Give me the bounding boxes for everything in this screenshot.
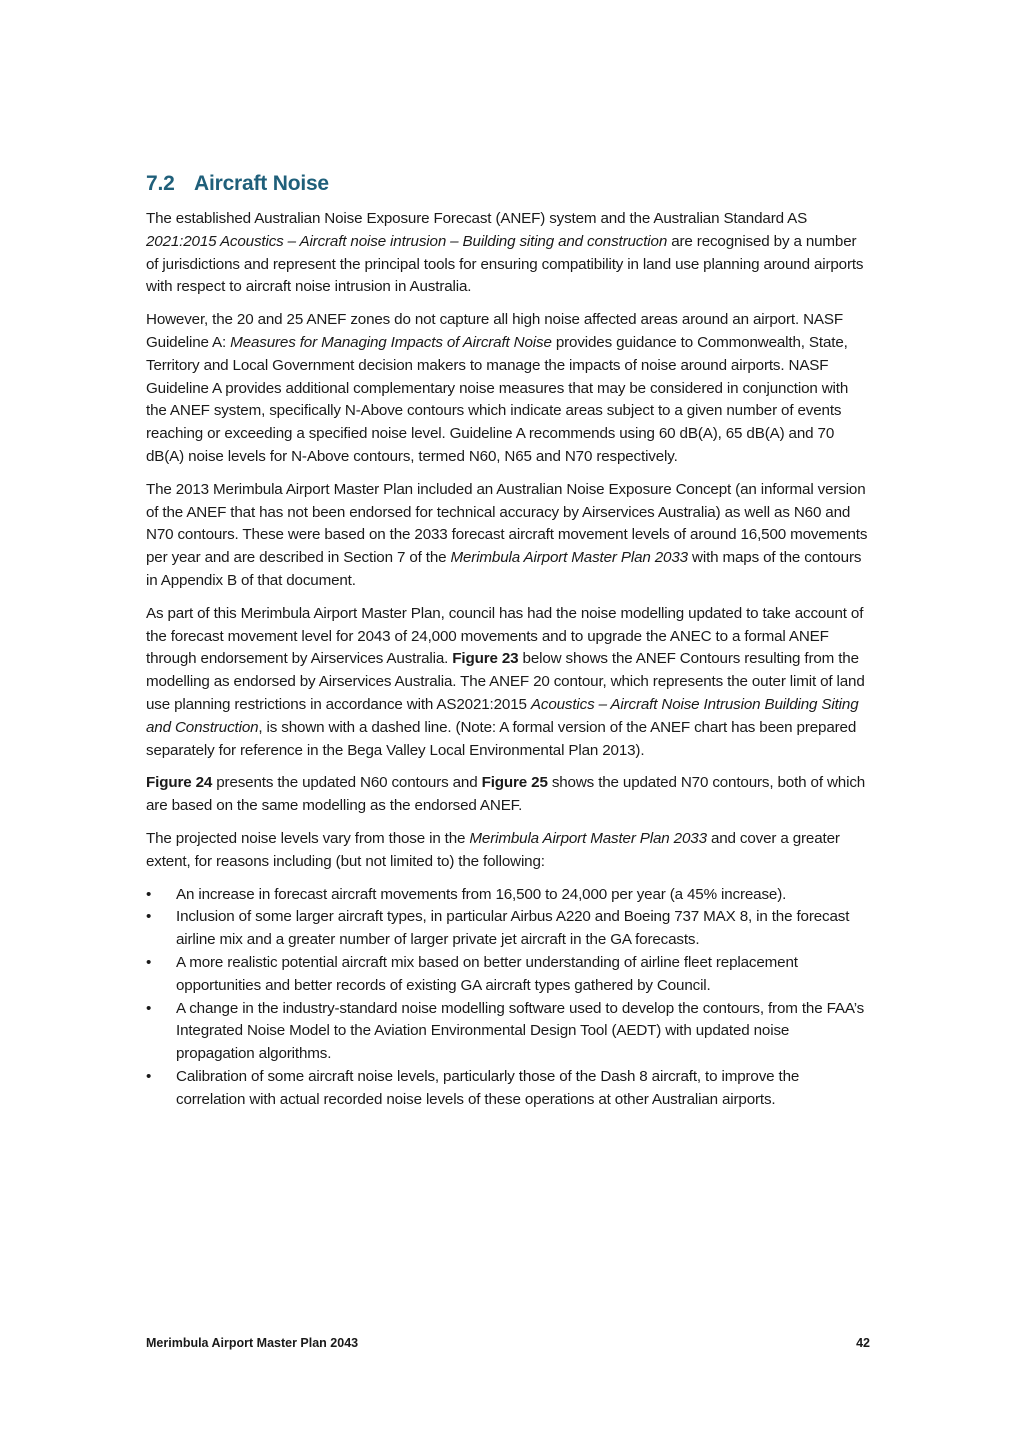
paragraph-6-italic: Merimbula Airport Master Plan 2033 — [469, 829, 707, 847]
list-item — [146, 884, 870, 907]
paragraph-3-text-c: with maps of the contours in Appendix B of that document. — [146, 549, 862, 589]
paragraph-4 — [146, 603, 870, 763]
reasons-list — [146, 884, 870, 1112]
list-item — [146, 1066, 870, 1112]
paragraph-1 — [146, 208, 870, 299]
bullet-icon: • — [146, 908, 152, 926]
list-item-text: Calibration of some aircraft noise levels, particularly those of the Dash 8 aircraft, to improve the correlation with actual recorded noise levels of these operations at other Australian airports. — [176, 1067, 800, 1108]
figure-23-reference: Figure 23 — [452, 650, 519, 668]
paragraph-5-text-b: presents the updated N60 contours and — [212, 774, 482, 792]
paragraph-6-text-a: The projected noise levels vary from those in the — [146, 829, 470, 847]
page-content — [146, 170, 870, 1111]
footer-page-number: 42 — [856, 1336, 870, 1350]
paragraph-4-text-c: below shows the ANEF Contours resulting from the modelling as endorsed by Airservices Australia. The ANEF 20 contour, which represents the outer limit of land use planning restrictions in accordance with AS2021:2015 — [146, 650, 865, 713]
figure-24-reference: Figure 24 — [146, 774, 213, 792]
footer-document-title: Merimbula Airport Master Plan 2043 — [146, 1336, 359, 1350]
paragraph-2 — [146, 309, 870, 469]
paragraph-5-text-d: shows the updated N70 contours, both of which are based on the same modelling as the endorsed ANEF. — [146, 774, 866, 815]
section-title: Aircraft Noise — [194, 172, 329, 195]
paragraph-1-text-c: are recognised by a number of jurisdictions and represent the principal tools for ensuring compatibility in land use planning around airports with respect to aircraft noise intrusion in Australia. — [146, 232, 864, 296]
paragraph-6-text-c: and cover a greater extent, for reasons including (but not limited to) the following: — [146, 829, 840, 870]
list-item — [146, 998, 870, 1066]
paragraph-2-text-a: However, the 20 and 25 ANEF zones do not capture all high noise affected areas around an airport. NASF Guideline A: — [146, 311, 843, 351]
section-number: 7.2 — [146, 172, 175, 195]
bullet-icon: • — [146, 1067, 152, 1085]
list-item-text: Inclusion of some larger aircraft types, in particular Airbus A220 and Boeing 737 MAX 8, in the forecast airline mix and a greater number of larger private jet aircraft in the GA forecasts. — [176, 908, 850, 949]
list-item-text: An increase in forecast aircraft movements from 16,500 to 24,000 per year (a 45% increase). — [176, 885, 787, 903]
paragraph-2-italic: Measures for Managing Impacts of Aircraft Noise — [230, 333, 552, 351]
bullet-icon: • — [146, 999, 152, 1017]
paragraph-1-text-a: The established Australian Noise Exposure Forecast (ANEF) system and the Australian Standard AS — [146, 210, 808, 227]
paragraph-3-text-a: The 2013 Merimbula Airport Master Plan included an Australian Noise Exposure Concept (an informal version of the ANEF that has not been endorsed for technical accuracy by Airservices Australia) as well as N60 and N70 contours. These were based on the 2033 forecast aircraft movement levels of around 16,500 movements per year and are described in Section 7 of the — [146, 480, 868, 567]
paragraph-1-italic: 2021:2015 Acoustics – Aircraft noise intrusion – Building siting and construction — [146, 232, 668, 250]
paragraph-5 — [146, 772, 870, 818]
paragraph-4-italic: Acoustics – Aircraft Noise Intrusion Building Siting and Construction — [146, 695, 859, 736]
list-item — [146, 906, 870, 952]
paragraph-2-text-c: provides guidance to Commonwealth, State, Territory and Local Government decision makers to manage the impacts of noise around airports. NASF Guideline A provides additional complementary noise measures that may be considered in conjunction with the ANEF system, specifically N-Above contours which indicate areas subject to a given number of events reaching or exceeding a specified noise level. Guideline A recommends using 60 dB(A), 65 dB(A) and 70 dB(A) noise levels for N-Above contours, termed N60, N65 and N70 respectively. — [146, 333, 849, 465]
bullet-icon: • — [146, 885, 152, 903]
bullet-icon: • — [146, 953, 152, 971]
paragraph-4-text-e: , is shown with a dashed line. (Note: A formal version of the ANEF chart has been prepared separately for reference in the Bega Valley Local Environmental Plan 2013). — [146, 718, 857, 759]
page-footer — [146, 1336, 870, 1350]
list-item-text: A more realistic potential aircraft mix based on better understanding of airline fleet replacement opportunities and better records of existing GA aircraft types gathered by Council. — [176, 953, 798, 994]
paragraph-3 — [146, 479, 870, 593]
paragraph-4-text-a: As part of this Merimbula Airport Master Plan, council has had the noise modelling updated to take account of the forecast movement level for 2043 of 24,000 movements and to upgrade the ANEC to a formal ANEF through endorsement by Airservices Australia. — [146, 604, 864, 668]
paragraph-6 — [146, 828, 870, 874]
section-heading — [146, 170, 870, 198]
list-item — [146, 952, 870, 998]
figure-25-reference: Figure 25 — [481, 774, 548, 792]
paragraph-3-italic: Merimbula Airport Master Plan 2033 — [450, 549, 688, 567]
list-item-text: A change in the industry-standard noise modelling software used to develop the contours, from the FAA’s Integrated Noise Model to the Aviation Environmental Design Tool (AEDT) with updated noise propagation algorithms. — [176, 999, 865, 1063]
